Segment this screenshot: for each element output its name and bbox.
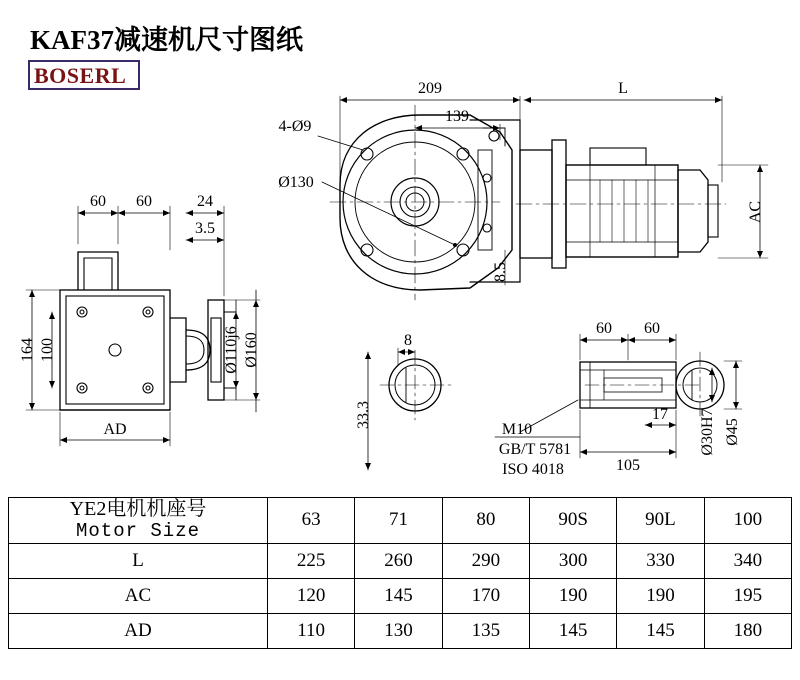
table-header-label-cn: YE2电机机座号 (69, 498, 207, 520)
motor-size-table (8, 497, 792, 649)
dim-24: 24 (197, 193, 213, 210)
table-header-size: 90L (617, 498, 704, 544)
dim-209: 209 (418, 80, 442, 97)
table-cell: 130 (355, 613, 442, 648)
table-cell: 180 (704, 613, 791, 648)
dim-8: 8 (404, 332, 412, 349)
table-row (9, 578, 792, 613)
dim-3-5: 3.5 (195, 220, 215, 237)
brand-logo: BOSERL (34, 63, 127, 88)
dim-d30h7: Ø30H7 (699, 408, 716, 456)
dim-60-right-b: 60 (644, 320, 660, 337)
dim-ac: AC (747, 200, 764, 224)
table-cell: 110 (268, 613, 355, 648)
dim-33-3: 33.3 (355, 401, 372, 429)
dim-100: 100 (39, 338, 56, 362)
table-cell: 145 (355, 578, 442, 613)
table-cell: 190 (617, 578, 704, 613)
table-header-size: 90S (529, 498, 616, 544)
table-cell: 120 (268, 578, 355, 613)
dim-17: 17 (652, 406, 668, 423)
thread-m10: M10 (501, 421, 533, 438)
dim-164: 164 (19, 338, 36, 362)
standard-gbt: GB/T 5781 (498, 441, 572, 458)
table-cell: 135 (442, 613, 529, 648)
standard-iso: ISO 4018 (502, 461, 564, 478)
dim-d160: Ø160 (243, 332, 260, 368)
dim-L: L (618, 80, 628, 97)
dim-60-left-b: 60 (136, 193, 152, 210)
table-cell: 145 (529, 613, 616, 648)
dim-4xd9: 4-Ø9 (278, 118, 312, 135)
table-cell: 145 (617, 613, 704, 648)
table-cell: 190 (529, 578, 616, 613)
dim-ad: AD (103, 421, 127, 438)
dim-d45: Ø45 (724, 418, 741, 446)
table-header-size: 71 (355, 498, 442, 544)
table-header-size: 63 (268, 498, 355, 544)
table-header-size: 80 (442, 498, 529, 544)
table-cell: 225 (268, 543, 355, 578)
dim-d110j6: Ø110j6 (223, 326, 240, 374)
table-header-label-en: Motor Size (75, 520, 201, 542)
dim-105: 105 (616, 457, 640, 474)
table-cell: 260 (355, 543, 442, 578)
table-header-size: 100 (704, 498, 791, 544)
dim-60-left-a: 60 (90, 193, 106, 210)
table-cell: 300 (529, 543, 616, 578)
table-cell: 290 (442, 543, 529, 578)
table-row-label: AC (9, 578, 268, 613)
dim-60-right-a: 60 (596, 320, 612, 337)
table-row (9, 543, 792, 578)
page-title: KAF37减速机尺寸图纸 (30, 25, 303, 55)
dim-8-5: 8.5 (492, 262, 509, 282)
dim-d130: Ø130 (278, 174, 314, 191)
table-cell: 170 (442, 578, 529, 613)
table-row-label: AD (9, 613, 268, 648)
dim-139: 139 (445, 108, 469, 125)
table-row-header (9, 498, 792, 544)
table-cell: 340 (704, 543, 791, 578)
table-cell: 330 (617, 543, 704, 578)
table-cell: 195 (704, 578, 791, 613)
table-header-label (9, 498, 268, 544)
table-row-label: L (9, 543, 268, 578)
table-row (9, 613, 792, 648)
